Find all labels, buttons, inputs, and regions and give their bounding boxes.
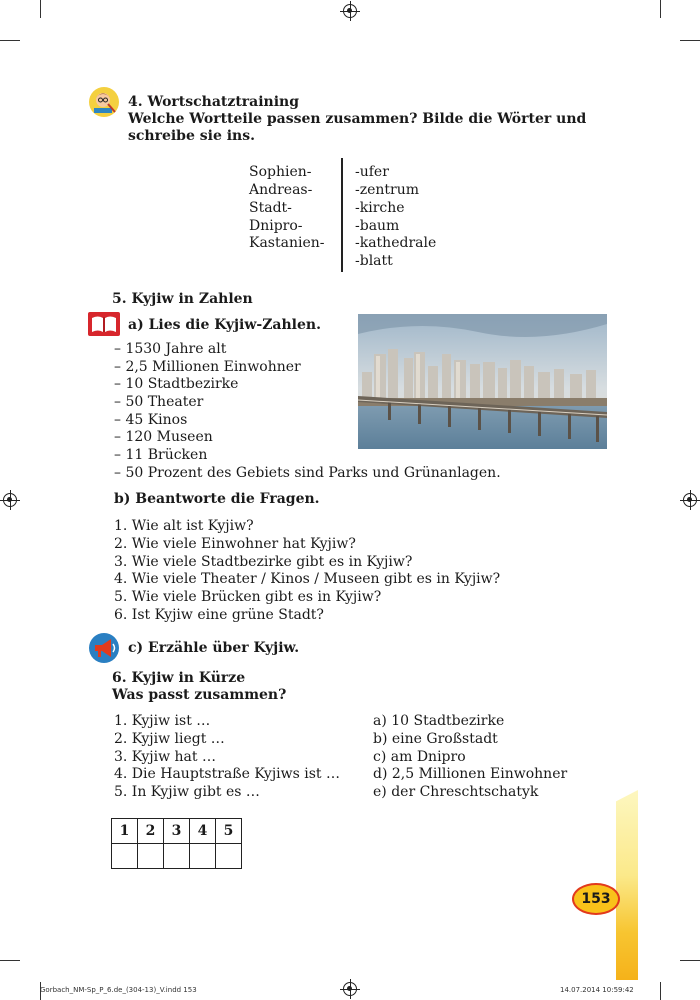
crop-mark: [0, 960, 20, 961]
registration-mark-icon: [683, 493, 697, 507]
registration-mark-icon: [3, 493, 17, 507]
print-slug-timestamp: 14.07.2014 10:59:42: [560, 986, 634, 994]
crop-mark: [680, 960, 700, 961]
word-part-right: -ufer: [355, 164, 389, 180]
page-number: 153: [581, 891, 611, 907]
task4-instruction: schreibe sie ins.: [128, 128, 255, 144]
sentence-start: 4. Die Hauptstraße Kyjiws ist …: [114, 766, 340, 782]
sentence-start: 2. Kyjiw liegt …: [114, 731, 225, 747]
sentence-end: a) 10 Stadtbezirke: [373, 713, 505, 729]
question-item: 1. Wie alt ist Kyjiw?: [114, 518, 254, 534]
answer-cell[interactable]: [190, 844, 216, 869]
word-part-right: -kirche: [355, 200, 405, 216]
answer-table-header: 1: [112, 819, 138, 844]
sentence-end: d) 2,5 Millionen Einwohner: [373, 766, 568, 782]
task5a-title: a) Lies die Kyjiw-Zahlen.: [128, 317, 321, 333]
task4-instruction: Welche Wortteile passen zusammen? Bilde die Wörter und: [128, 111, 587, 127]
fact-item: – 45 Kinos: [114, 412, 188, 428]
answer-cell[interactable]: [164, 844, 190, 869]
task5-title: 5. Kyjiw in Zahlen: [112, 291, 253, 307]
word-part-right: -blatt: [355, 253, 393, 269]
question-item: 4. Wie viele Theater / Kinos / Museen gibt es in Kyjiw?: [114, 571, 501, 587]
fact-item: – 11 Brücken: [114, 447, 208, 463]
print-slug-file: Gorbach_NM-Sp_P_6.de_(304-13)_V.indd 153: [40, 986, 197, 994]
word-part-left: Andreas-: [249, 182, 313, 198]
answer-cell[interactable]: [112, 844, 138, 869]
answer-table-header: 5: [216, 819, 242, 844]
word-part-left: Dnipro-: [249, 218, 303, 234]
megaphone-icon: [88, 632, 120, 664]
crop-mark: [0, 40, 20, 41]
crop-mark: [680, 40, 700, 41]
sentence-start: 1. Kyjiw ist …: [114, 713, 211, 729]
word-part-right: -zentrum: [355, 182, 420, 198]
sentence-end: e) der Chreschtschatyk: [373, 784, 539, 800]
question-item: 3. Wie viele Stadtbezirke gibt es in Kyjiw?: [114, 554, 413, 570]
answer-table-header: 4: [190, 819, 216, 844]
task6-subtitle: Was passt zusammen?: [112, 687, 287, 703]
word-part-right: -baum: [355, 218, 400, 234]
word-part-left: Kastanien-: [249, 235, 325, 251]
sentence-start: 5. In Kyjiw gibt es …: [114, 784, 260, 800]
sentence-start: 3. Kyjiw hat …: [114, 749, 216, 765]
fact-item: – 120 Museen: [114, 429, 213, 445]
word-part-left: Stadt-: [249, 200, 292, 216]
question-item: 6. Ist Kyjiw eine grüne Stadt?: [114, 607, 324, 623]
fact-item: – 10 Stadtbezirke: [114, 376, 239, 392]
task4-title: 4. Wortschatztraining: [128, 94, 300, 110]
answer-table-header: 2: [138, 819, 164, 844]
fact-item: – 2,5 Millionen Einwohner: [114, 359, 301, 375]
fact-item: – 1530 Jahre alt: [114, 341, 227, 357]
fact-item: – 50 Theater: [114, 394, 204, 410]
answer-table: [111, 818, 242, 869]
question-item: 5. Wie viele Brücken gibt es in Kyjiw?: [114, 589, 382, 605]
student-writing-icon: [88, 86, 120, 118]
crop-mark: [40, 0, 41, 18]
registration-mark-icon: [343, 4, 357, 18]
fact-item: – 50 Prozent des Gebiets sind Parks und Grünanlagen.: [114, 465, 501, 481]
sentence-end: c) am Dnipro: [373, 749, 466, 765]
kyiv-city-photo: [358, 314, 607, 449]
answer-cell[interactable]: [138, 844, 164, 869]
registration-mark-icon: [343, 982, 357, 996]
answer-cell[interactable]: [216, 844, 242, 869]
page-number-badge: [572, 883, 620, 915]
task5c-title: c) Erzähle über Kyjiw.: [128, 640, 300, 656]
sentence-end: b) eine Großstadt: [373, 731, 498, 747]
task5b-title: b) Beantworte die Fragen.: [114, 491, 320, 507]
book-icon: [88, 312, 120, 336]
task6-title: 6. Kyjiw in Kürze: [112, 670, 246, 686]
word-part-right: -kathedrale: [355, 235, 437, 251]
column-divider: [341, 158, 343, 272]
crop-mark: [660, 982, 661, 1000]
answer-table-header: 3: [164, 819, 190, 844]
page-edge-stripe: [616, 790, 638, 980]
question-item: 2. Wie viele Einwohner hat Kyjiw?: [114, 536, 356, 552]
word-part-left: Sophien-: [249, 164, 312, 180]
crop-mark: [660, 0, 661, 18]
